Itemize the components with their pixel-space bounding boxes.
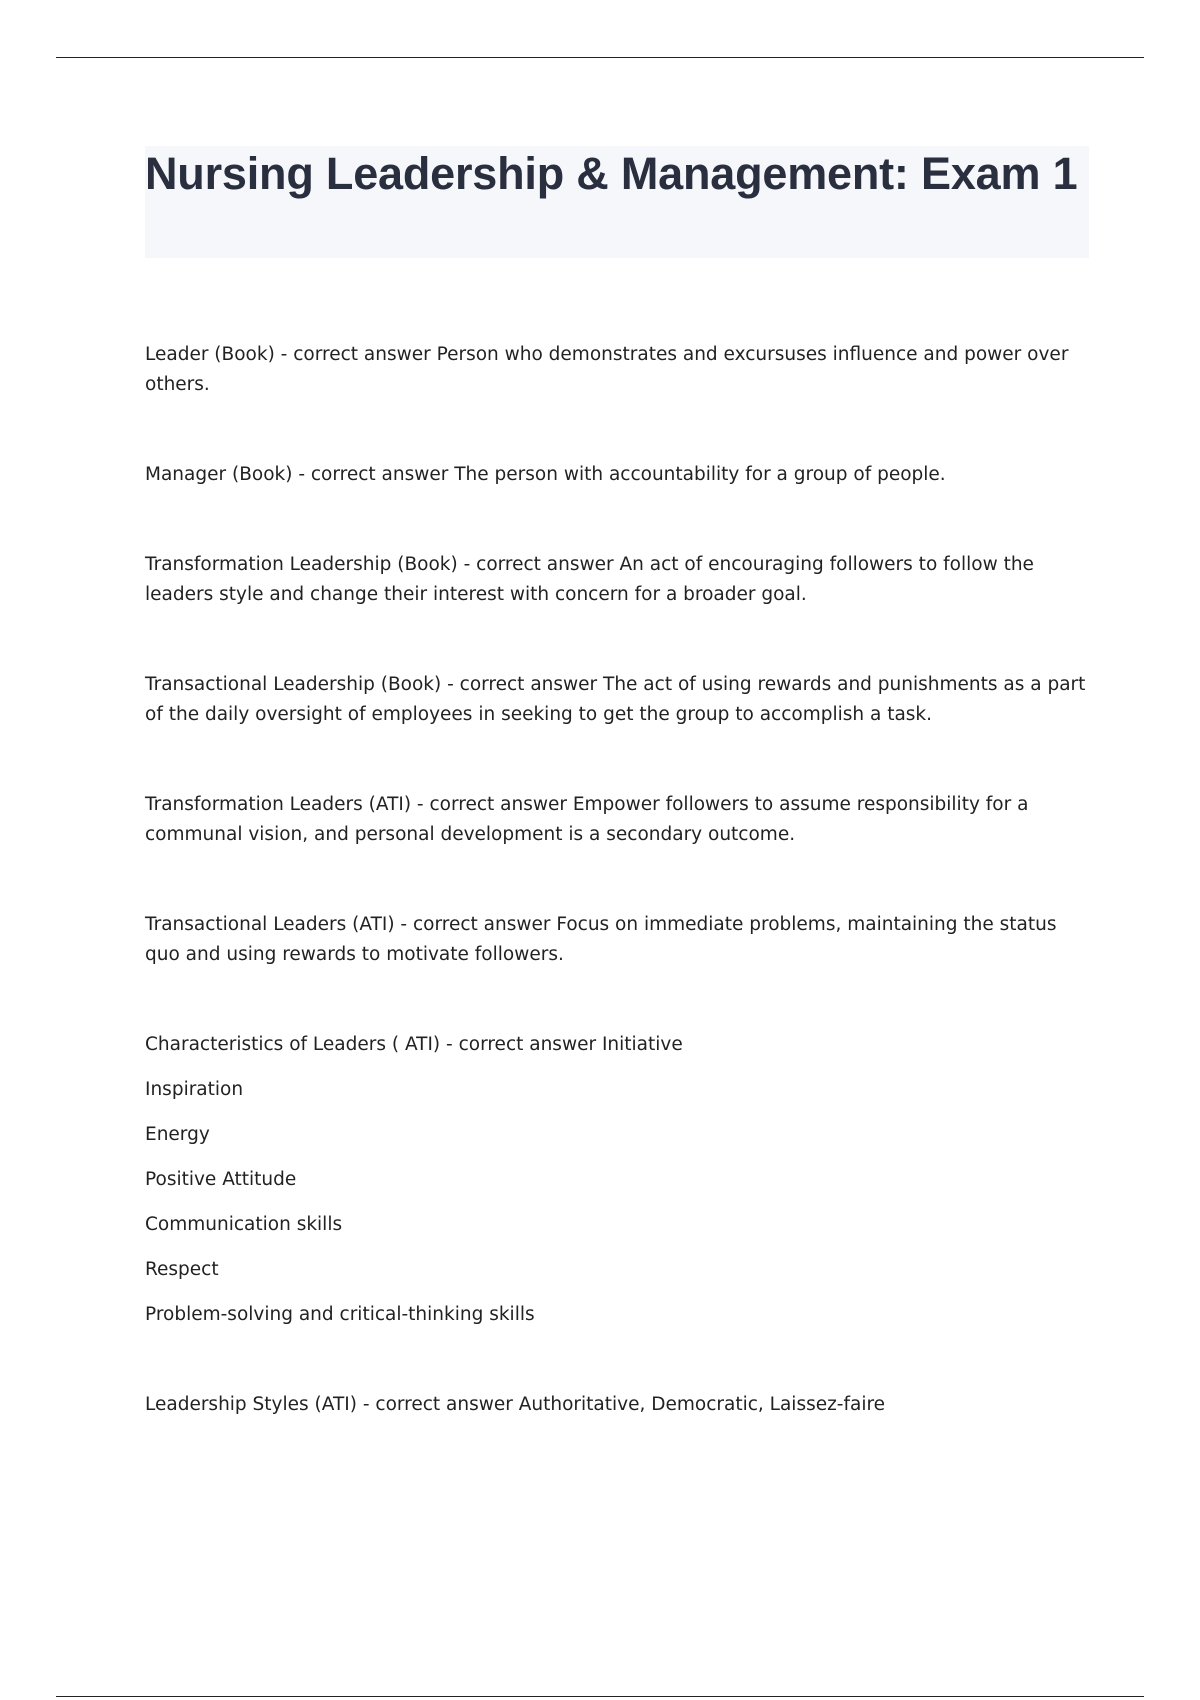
characteristics-heading: Characteristics of Leaders ( ATI) - correct answer Initiative xyxy=(145,1034,683,1055)
document-body xyxy=(145,340,1095,1420)
list-item: Energy xyxy=(145,1124,210,1145)
characteristics-block xyxy=(145,1030,1095,1330)
entry-transformation-leaders: Transformation Leaders (ATI) - correct answer Empower followers to assume responsibility for a communal vision, and personal development is a secondary outcome. xyxy=(145,794,1029,845)
title-box xyxy=(145,146,1089,258)
list-item: Positive Attitude xyxy=(145,1169,297,1190)
list-item: Problem-solving and critical-thinking skills xyxy=(145,1304,535,1325)
bottom-rule xyxy=(56,1696,1144,1697)
entry-transformation-leadership: Transformation Leadership (Book) - correct answer An act of encouraging followers to follow the leaders style and change their interest with concern for a broader goal. xyxy=(145,554,1034,605)
list-item: Communication skills xyxy=(145,1214,343,1235)
entry-leader: Leader (Book) - correct answer Person who demonstrates and excursuses influence and power over others. xyxy=(145,344,1069,395)
page-title: Nursing Leadership & Management: Exam 1 xyxy=(145,148,1078,199)
list-item: Respect xyxy=(145,1259,219,1280)
entry-manager: Manager (Book) - correct answer The person with accountability for a group of people. xyxy=(145,464,946,485)
entry-transactional-leadership: Transactional Leadership (Book) - correct answer The act of using rewards and punishments as a part of the daily oversight of employees in seeking to get the group to accomplish a task. xyxy=(145,674,1086,725)
entry-transactional-leaders: Transactional Leaders (ATI) - correct answer Focus on immediate problems, maintaining the status quo and using rewards to motivate followers. xyxy=(145,914,1057,965)
entry-leadership-styles: Leadership Styles (ATI) - correct answer Authoritative, Democratic, Laissez-faire xyxy=(145,1394,886,1415)
list-item: Inspiration xyxy=(145,1079,244,1100)
top-rule xyxy=(56,57,1144,58)
